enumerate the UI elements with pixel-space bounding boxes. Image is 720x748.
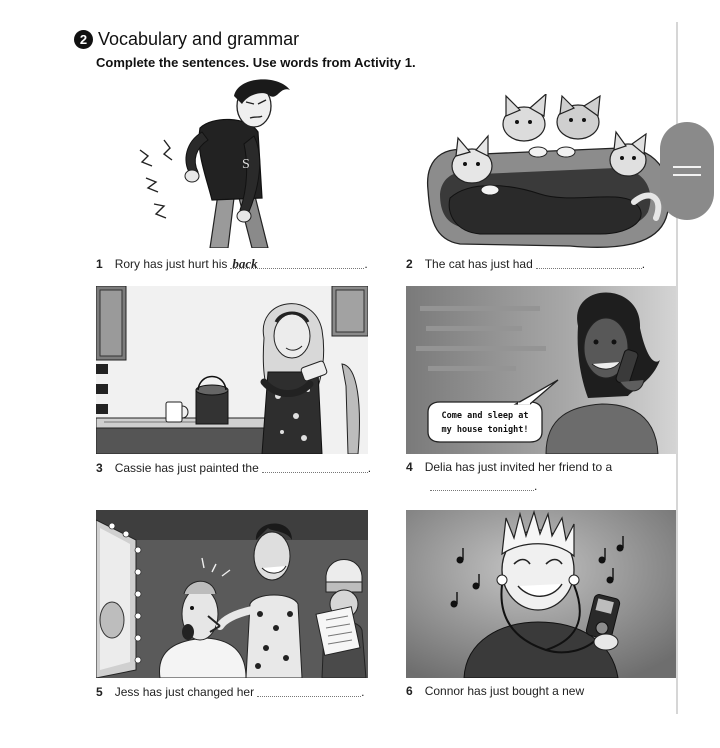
illustration-2-cat-kittens xyxy=(420,94,674,248)
sentence-end: . xyxy=(367,461,372,475)
sentence-end: . xyxy=(641,257,646,271)
item-number: 2 xyxy=(406,257,413,271)
sentence-6 xyxy=(406,684,584,698)
sentence-end: . xyxy=(534,479,538,493)
answer-blank-4[interactable] xyxy=(430,478,534,491)
answer-text xyxy=(536,256,538,271)
sentence-4-continued xyxy=(430,478,537,493)
grip-lines-icon xyxy=(673,164,701,178)
sentence-text: The cat has just had xyxy=(424,257,533,271)
sentence-end: . xyxy=(361,685,365,699)
item-number: 3 xyxy=(96,461,103,475)
answer-text xyxy=(257,684,259,699)
sentence-text: Cassie has just painted the xyxy=(114,461,259,475)
answer-blank-5[interactable] xyxy=(257,684,361,697)
sentence-2 xyxy=(406,256,645,271)
item-number: 4 xyxy=(406,460,413,474)
speech-bubble-line-2: my house tonight! xyxy=(441,425,529,435)
exercise-title: Vocabulary and grammar xyxy=(98,29,300,49)
sentence-text: Jess has just changed her xyxy=(114,685,255,699)
illustration-3-painting xyxy=(96,286,368,454)
exercise-heading xyxy=(74,29,299,50)
exercise-instructions: Complete the sentences. Use words from Activity 1. xyxy=(96,55,416,70)
item-number: 5 xyxy=(96,685,103,699)
illustration-5-hair-salon xyxy=(96,510,368,678)
illustration-4-phone-invite xyxy=(406,286,676,454)
illustration-1-back-pain xyxy=(130,76,310,248)
number-badge-icon: 2 xyxy=(74,30,93,49)
sentence-5 xyxy=(96,684,364,699)
item-number: 1 xyxy=(96,257,103,271)
sentence-3 xyxy=(96,460,371,475)
illustration-6-music-player xyxy=(406,510,676,678)
item-number: 6 xyxy=(406,684,413,698)
answer-text: back xyxy=(232,256,258,271)
answer-text xyxy=(262,460,264,475)
sentence-4 xyxy=(406,460,612,474)
scroll-handle-icon[interactable] xyxy=(660,122,714,220)
sentence-text: Rory has just hurt his xyxy=(114,257,228,271)
answer-text xyxy=(430,478,432,493)
answer-blank-1[interactable] xyxy=(230,256,364,269)
sentence-text: Delia has just invited her friend to a xyxy=(424,460,613,474)
answer-blank-2[interactable] xyxy=(536,256,642,269)
sentence-1 xyxy=(96,256,368,271)
svg-text:S: S xyxy=(242,157,250,172)
sentence-text: Connor has just bought a new xyxy=(424,684,585,698)
sentence-end: . xyxy=(364,257,368,271)
answer-blank-3[interactable] xyxy=(262,460,368,473)
speech-bubble-line-1: Come and sleep at xyxy=(441,411,529,421)
